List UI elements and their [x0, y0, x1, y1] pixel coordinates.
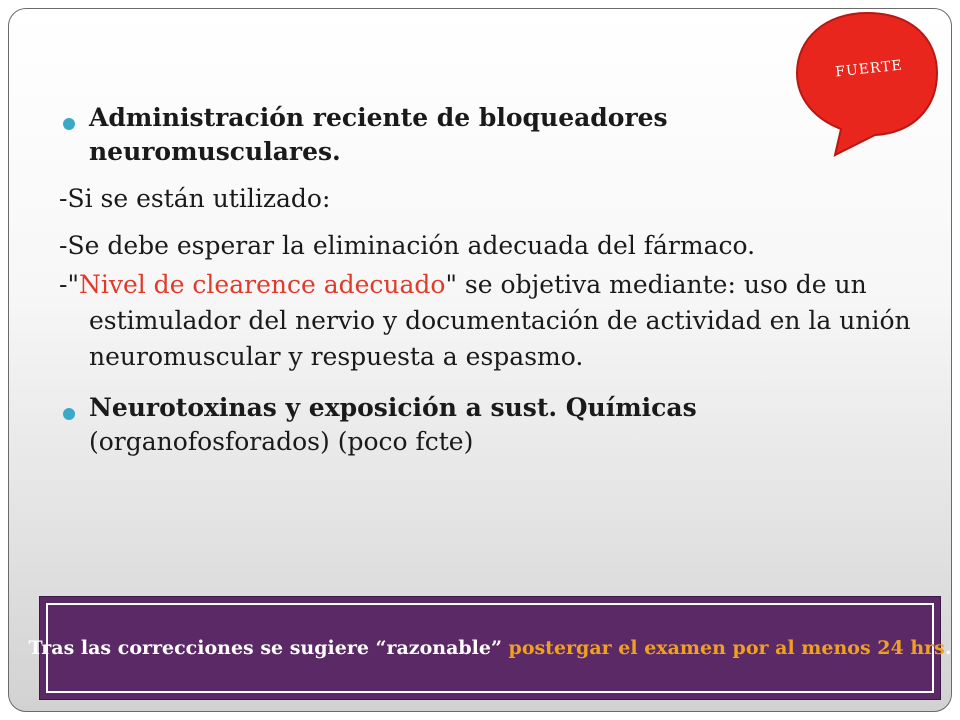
banner-frame [28, 603, 952, 693]
banner-text [29, 637, 952, 659]
slide [8, 8, 952, 712]
sub-item-2: -Se debe esperar la eliminación adecuada del fármaco. [59, 231, 756, 260]
bottom-banner [28, 596, 952, 700]
bullet-1-line-2: neuromusculares. [89, 137, 341, 166]
sub-item-3-prefix: -" [59, 270, 79, 299]
bullet-item-2 [59, 391, 919, 459]
sub-item-3-rest: " se objetiva mediante: uso de un estimulador del nervio y documentación de actividad en la unión neuromuscular y respuesta a espasmo. [89, 270, 911, 371]
banner-text-gold: postergar el examen por al menos 24 hrs [508, 637, 945, 659]
banner-text-white: Tras las correcciones se sugiere “razonable” [28, 637, 509, 659]
speech-bubble-icon [787, 9, 947, 164]
bullet-2-line-1: Neurotoxinas y exposición a sust. Químicas [89, 393, 697, 422]
bullet-1-line-1: Administración reciente de bloqueadores [89, 103, 668, 132]
speech-bubble-badge [787, 9, 947, 164]
sub-item-1: -Si se están utilizado: [59, 184, 331, 213]
sub-item-3-highlight: Nivel de clearence adecuado [78, 270, 446, 299]
banner-text-end: . [944, 637, 952, 659]
sub-item-3 [59, 267, 919, 375]
bullet-dot-icon [63, 408, 75, 420]
badge-label: FUERTE [834, 57, 904, 81]
bullet-2-line-2: (organofosforados) (poco fcte) [89, 427, 474, 456]
bullet-dot-icon [63, 118, 75, 130]
